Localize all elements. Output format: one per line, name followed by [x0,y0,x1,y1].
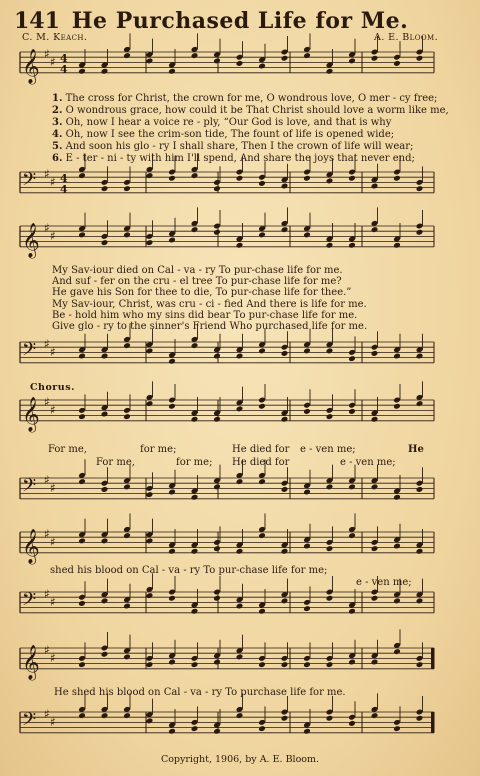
note-icon [281,696,289,722]
sharp-icon: ♯ [44,643,50,658]
sharp-icon: ♯ [50,403,56,418]
verse-line: 2. O wondrous grace, how could it be That Christ should love a worm like me, [52,105,449,116]
sharp-icon: ♯ [44,167,50,182]
chorus-label: Chorus. [30,382,75,393]
note-icon [393,706,401,732]
note-icon [416,696,424,722]
note-icon [146,699,154,725]
time-signature: 4 [60,62,68,76]
verse-line: And suf - fer on the cru - el tree To pur-chase life for me? [52,276,342,288]
sharp-icon: ♯ [44,395,50,410]
chorus-lyrics-2: shed his blood on Cal - va - ry To pur-chase life for me; [50,565,328,576]
words-credit: C. M. Keach. [22,32,88,43]
verse-line: 6. E - ter - ni - ty with him I'll spend, And share the joys that never end; [52,153,415,164]
verse-line: 5. And soon his glo - ry I shall share, Then I the crown of life will wear; [52,141,414,152]
sharp-icon: ♯ [44,337,50,352]
treble-clef-icon: 𝄞 [22,528,40,564]
hymn-number: 141 [14,8,60,34]
chorus-lyrics-2-lower: e - ven me; [356,577,412,588]
lyric: for me; [140,444,177,455]
verse-line: He gave his Son for thee to die, To pur-chase life for thee.” [52,287,352,299]
sharp-icon: ♯ [50,55,56,70]
note-icon [348,701,356,727]
music-credit: A. E. Bloom. [374,32,438,43]
sharp-icon: ♯ [50,345,56,360]
verse-line: Give glo - ry to the sinner's Friend Who purchased life for me. [52,321,368,333]
note-icon [371,693,379,719]
hymn-title: He Purchased Life for Me. [71,8,409,34]
sharp-icon: ♯ [50,229,56,244]
lyric: For me, [48,444,87,455]
note-icon [191,706,199,732]
lyric: For me, [96,457,135,468]
verse-line: 4. Oh, now I see the crim-son tide, The fount of life is opened wide; [52,129,395,140]
note-icon [168,709,176,735]
sharp-icon: ♯ [44,473,50,488]
sharp-icon: ♯ [50,595,56,610]
lyric: He [408,444,424,455]
lyric: for me; [176,457,213,468]
lyric: He died for [232,444,290,455]
sharp-icon: ♯ [44,47,50,62]
bass-clef-icon: 𝄢 [22,709,37,735]
time-signature: 4 [60,182,68,196]
verse-line: 3. Oh, now I hear a voice re - ply, “Our God is love, and that is why [52,117,392,128]
sharp-icon: ♯ [44,707,50,722]
verse-line: 1. The cross for Christ, the crown for me, O wondrous love, O mer - cy free; [52,93,438,104]
sharp-icon: ♯ [44,527,50,542]
sharp-icon: ♯ [50,175,56,190]
sharp-icon: ♯ [44,587,50,602]
lyric: He died for [232,457,290,468]
bass-clef-icon: 𝄢 [22,589,37,615]
sharp-icon: ♯ [50,535,56,550]
time-signature: 4 [60,51,68,65]
treble-clef-icon: 𝄞 [22,48,40,84]
bass-clef-icon: 𝄢 [22,339,37,365]
treble-clef-icon: 𝄞 [22,222,40,258]
treble-clef-icon: 𝄞 [22,396,40,432]
final-barline [431,712,434,733]
note-icon [213,709,221,735]
sharp-icon: ♯ [50,481,56,496]
note-icon [303,709,311,735]
note-icon [326,696,334,722]
lyric: e - ven me; [340,457,396,468]
sharp-icon: ♯ [50,651,56,666]
verse-line: My Sav-iour died on Cal - va - ry To pur-chase life for me. [52,265,343,276]
staff-bass-5 [14,0,450,776]
lyric: e - ven me; [300,444,356,455]
bass-clef-icon: 𝄢 [22,169,37,195]
chorus-lyrics-3: He shed his blood on Cal - va - ry To purchase life for me. [54,687,346,698]
time-signature: 4 [60,171,68,185]
verse-line: My Sav-iour, Christ, was cru - ci - fied And there is life for me. [52,298,367,310]
note-icon [258,706,266,732]
sharp-icon: ♯ [44,221,50,236]
bass-clef-icon: 𝄢 [22,475,37,501]
copyright-notice: Copyright, 1906, by A. E. Bloom. [160,754,320,765]
treble-clef-icon: 𝄞 [22,644,40,680]
verse-line: Be - hold him who my sins did bear To pur-chase life for me. [52,309,358,321]
sharp-icon: ♯ [50,715,56,730]
